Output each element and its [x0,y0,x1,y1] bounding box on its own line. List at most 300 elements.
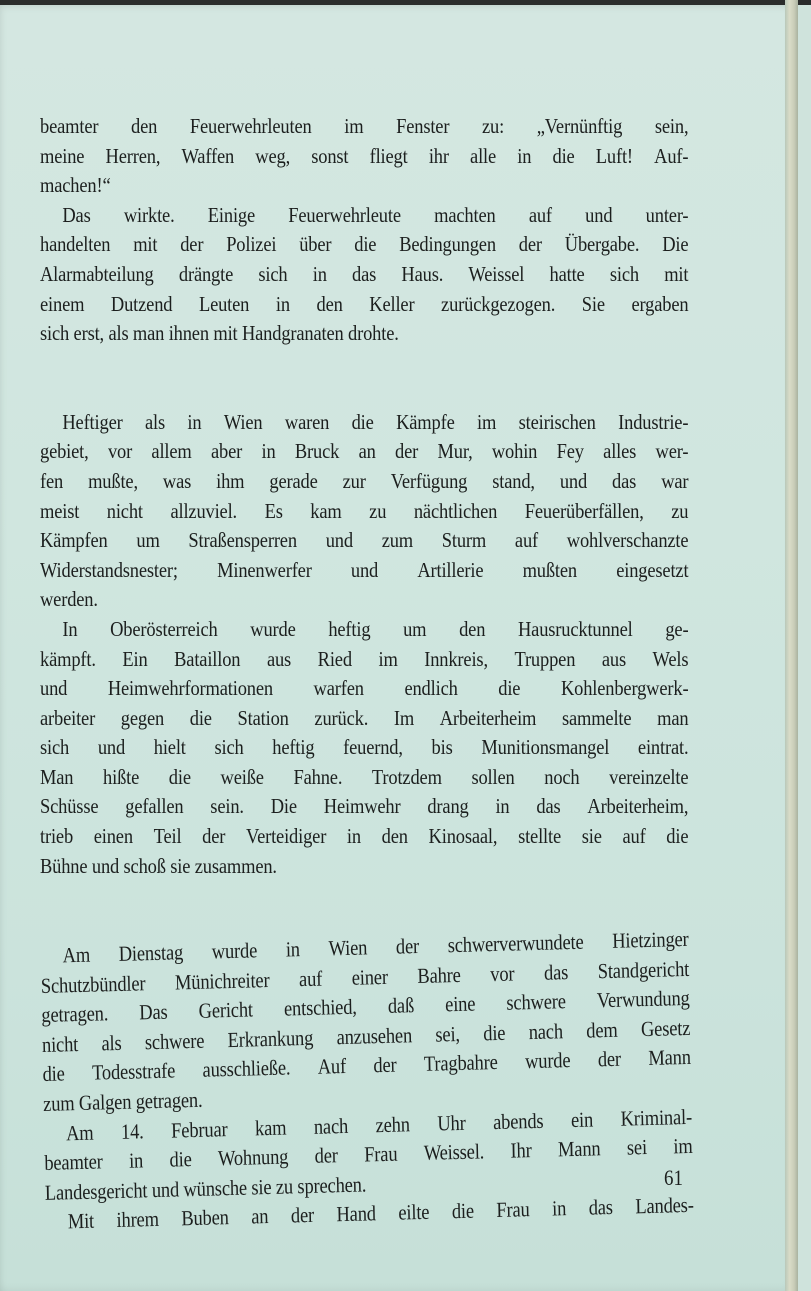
word: den [131,114,158,138]
word: gefallen [125,794,184,819]
word: wurde [250,616,296,641]
word: Arbeiterheim [439,705,537,730]
word: die [482,1020,506,1046]
word: kam [254,1115,287,1141]
word: Heimwehr [323,794,401,819]
word: Gericht [198,997,254,1024]
word: Schüsse [40,794,99,819]
word: beamter [44,1149,103,1176]
word: 14. [120,1119,144,1144]
word: noch [544,764,580,789]
word: allem [151,439,192,464]
word: in [495,794,510,819]
word: Munitionsmangel [481,735,610,760]
word: Erkrankung [227,1025,314,1053]
word: Mit [67,1209,95,1234]
word: Man [40,764,74,789]
word: war [661,468,689,493]
paragraph [40,112,688,201]
word: die [666,824,689,849]
word: waren [284,409,330,434]
word: Münichreiter [174,967,270,995]
word: Am [65,1120,94,1146]
word: stellte [518,824,562,849]
word: Verwundung [596,986,690,1013]
word: Buben [181,1205,229,1231]
word: in [187,409,202,434]
word: wohlverschanzte [566,528,689,553]
word: Bedingungen [399,232,496,257]
word: eingesetzt [616,557,689,582]
word: Ried [317,646,352,671]
word: sich [258,261,288,286]
page-edge-stack [785,0,798,1291]
word: der [314,1143,339,1169]
word: Alarmabteilung [40,261,154,286]
word: als [144,409,166,434]
word: entschied, [283,995,357,1022]
word: im [673,1134,693,1159]
word: ihm [216,468,245,493]
word: zur [342,468,366,493]
word: mit [133,232,158,257]
page-top-shadow [0,0,811,5]
word: Fey [556,439,584,464]
word: eintrat. [637,735,689,760]
word: Auf- [654,143,689,168]
word: den [316,291,343,316]
word: eine [444,991,476,1017]
word: Bataillon [174,646,241,671]
word: Hietzinger [611,927,689,954]
word: Mann [557,1136,601,1162]
word: Industrie- [618,409,689,434]
word: eilte [398,1200,430,1226]
word: sie [581,824,602,849]
word: steirischen [518,409,596,434]
word: allzuviel. [170,498,238,523]
word: aber [211,439,243,464]
word: Waffen [181,143,235,168]
text-line [40,201,688,231]
word: machten [434,202,496,227]
word: Mur, [437,439,473,464]
word: meine [40,143,85,168]
word: handelten [40,232,111,257]
word: und [350,557,379,582]
word: mußten [522,557,578,582]
word: sein. [210,794,244,819]
word: wurde [524,1048,571,1074]
word: der [180,232,204,257]
word: Im [393,705,415,730]
word: Kohlenbergwerk- [560,676,689,701]
word: einen [93,824,133,849]
word: Übergabe. [564,232,640,257]
word: einem [40,291,85,316]
word: um [403,616,427,641]
word: In [62,616,78,641]
word: zurück. [314,705,369,730]
word: hatte [549,261,585,286]
word: Kriminal- [620,1104,693,1131]
word: Es [264,498,283,523]
word: Gesetz [640,1015,691,1042]
word: die [351,409,374,434]
word: hißte [103,764,140,789]
word: der [290,1203,315,1229]
word: Wohnung [217,1144,289,1171]
word: schwere [144,1028,205,1055]
word: Am [62,942,91,968]
word: alles [603,439,637,464]
word: wirkte. [123,202,175,227]
text-line: sich erst, als man ihnen mit Handgranaten drohte. [40,321,399,346]
word: das [352,261,377,286]
word: Das [139,1000,168,1025]
word: in [346,824,361,849]
word: Arbeiterheim, [587,794,689,819]
word: heftig [272,735,315,760]
word: aus [266,646,292,671]
text-line [40,822,688,852]
word: zehn [375,1112,411,1138]
word: Wien [223,409,263,434]
section-3 [40,925,694,1238]
word: zu [369,498,387,523]
word: der [395,934,420,959]
word: vereinzelte [609,764,689,789]
word: gerade [269,468,318,493]
word: nächtlichen [413,498,498,523]
word: auf [514,528,539,553]
text-line [40,142,688,172]
section-break [40,349,688,408]
paragraph [40,925,692,1120]
word: die [552,143,575,168]
word: das [612,468,637,493]
word: Ihr [510,1138,532,1164]
word: im [477,409,497,434]
word: ihr [428,143,449,168]
word: der [202,824,226,849]
text-line: zum Galgen getragen. [42,1087,203,1117]
word: Heftiger [62,409,123,434]
word: ihrem [116,1207,160,1233]
paragraph [40,408,688,615]
word: Uhr [437,1110,466,1136]
word: Feuerwehrleuten [189,114,312,138]
word: Polizei [226,232,277,257]
word: das [543,959,569,985]
word: in [517,143,532,168]
page-body [40,112,694,1238]
word: feuernd, [343,735,403,760]
word: abends [492,1108,544,1134]
paragraph [40,615,688,881]
word: arbeiter [40,705,96,730]
word: dem [586,1017,618,1043]
text-line [40,645,688,675]
text-line [40,230,688,260]
word: den [459,616,486,641]
word: Widerstandsnester; [40,557,178,582]
word: Fenster [396,114,450,138]
word: zu [671,498,689,523]
word: nicht [41,1032,79,1058]
word: vor [107,439,133,464]
word: die [498,676,521,701]
word: Kinosaal, [428,824,498,849]
word: Heimwehrformationen [107,676,273,701]
word: die [169,1147,192,1173]
word: Mann [648,1045,692,1071]
word: auf [528,202,552,227]
word: sammelte [561,705,632,730]
word: getragen. [41,1001,109,1028]
word: sein, [654,114,689,138]
word: und [97,735,126,760]
word: Artillerie [417,557,484,582]
word: warfen [313,676,364,701]
word: Die [270,794,297,819]
text-line: Bühne und schoß sie zusammen. [40,853,277,878]
word: nicht [106,498,143,523]
word: Weissel. [423,1139,485,1166]
word: das [588,1195,614,1221]
word: Trotzdem [371,764,442,789]
word: und [40,676,68,701]
text-line [40,112,688,142]
word: der [597,1047,622,1072]
word: zum [381,528,414,553]
word: fen [40,468,64,493]
word: Minenwerfer [217,557,312,582]
word: Hand [336,1201,377,1227]
word: in [285,937,301,962]
word: was [162,468,192,493]
text-line [40,733,688,763]
word: Keller [369,291,415,316]
word: Frau [363,1142,398,1167]
word: Bruck [294,439,340,464]
word: Schutzbündler [40,971,146,998]
word: in [128,1148,144,1174]
word: den [381,824,408,849]
word: bis [431,735,453,760]
word: meist [40,498,80,523]
word: die [168,764,191,789]
word: endlich [404,676,458,701]
word: wohin [491,439,538,464]
word: die [189,705,212,730]
word: Dutzend [110,291,173,316]
word: Kämpfen [40,528,108,553]
word: hielt [153,735,186,760]
word: kam [310,498,342,523]
paragraph [43,1103,693,1209]
word: im [378,646,398,671]
word: Dienstag [118,940,184,967]
word: „Vernünftig [536,114,623,138]
word: ausschließe. [202,1056,291,1083]
word: in [551,1196,567,1222]
word: Straßensperren [188,528,297,553]
word: über [299,232,332,257]
word: gebiet, [40,439,89,464]
word: Todesstrafe [91,1059,176,1086]
word: stand, [492,468,535,493]
word: gegen [120,705,165,730]
word: Auf [317,1054,347,1080]
text-line: machen!“ [40,173,111,198]
text-line [40,467,688,497]
word: der [395,439,419,464]
word: Oberösterreich [110,616,218,641]
word: Standgericht [597,956,690,984]
word: Luft! [595,143,633,168]
word: fliegt [369,143,408,168]
word: sonst [311,143,349,168]
word: der [373,1053,397,1078]
word: beamter [40,114,99,138]
word: sei, [435,1021,461,1047]
text-line [40,290,688,320]
word: weg, [255,143,291,168]
word: schwerverwundete [447,929,584,958]
word: und [325,528,353,553]
word: kämpft. [40,646,96,671]
word: an [251,1204,269,1230]
word: wer- [655,439,689,464]
word: Tragbahre [423,1050,498,1077]
word: weiße [220,764,264,789]
word: daß [387,993,415,1019]
word: sei [626,1135,648,1160]
word: Station [237,705,289,730]
word: als [101,1030,122,1056]
section-2 [40,408,688,882]
text-line [40,497,688,527]
word: an [358,439,376,464]
word: einer [351,964,389,990]
word: Das [62,202,91,227]
word: zu: [482,114,505,138]
paragraph [40,201,688,349]
word: Fahne. [293,764,343,789]
word: auf [298,966,323,992]
word: Haus. [401,261,444,286]
word: in [275,291,290,316]
word: Verfügung [390,468,468,493]
word: Sturm [441,528,487,553]
word: Frau [496,1197,530,1223]
word: drängte [178,261,234,286]
word: Kämpfe [396,409,455,434]
word: mußte, [88,468,138,493]
word: Hausrucktunnel [517,616,633,641]
word: unter- [645,202,689,227]
word: mit [664,261,689,286]
word: man [657,705,689,730]
word: trieb [40,824,74,849]
word: vor [490,961,515,986]
word: der [518,232,542,257]
word: anzusehen [336,1023,413,1050]
word: Herren, [105,143,161,168]
word: die [354,232,377,257]
word: und [559,468,588,493]
text-line [40,526,688,556]
word: Feuerüberfällen, [524,498,644,523]
word: sollen [471,764,515,789]
text-line: Landesgericht und wünsche sie zu sprechen. [44,1172,367,1205]
word: alle [470,143,497,168]
word: in [312,261,327,286]
word: in [261,439,276,464]
word: schwere [506,989,566,1016]
text-line [40,260,688,290]
word: ergaben [631,291,689,316]
word: drang [427,794,469,819]
word: Wien [328,935,368,961]
section-1 [40,112,688,349]
text-line [40,615,688,645]
word: Wels [652,646,689,671]
word: um [136,528,160,553]
text-line [40,437,688,467]
word: aus [601,646,626,671]
word: Sie [581,291,605,316]
word: sich [40,735,70,760]
word: ein [570,1107,594,1132]
word: sich [214,735,244,760]
text-line: werden. [40,587,98,612]
word: Leuten [198,291,250,316]
word: wurde [211,938,258,964]
word: das [536,794,561,819]
word: Innkreis, [424,646,488,671]
text-line [40,556,688,586]
word: Verteidiger [245,824,327,849]
word: Feuerwehrleute [288,202,401,227]
word: Landes- [635,1193,694,1219]
word: ge- [665,616,689,641]
word: sich [609,261,639,286]
word: auf [622,824,646,849]
word: die [42,1062,65,1087]
word: zurückgezogen. [441,291,556,316]
word: Einige [207,202,256,227]
word: Bahre [417,962,461,988]
word: Truppen [514,646,576,671]
word: Februar [170,1116,228,1143]
word: heftig [328,616,371,641]
word: nach [528,1019,564,1045]
page-number: 61 [664,1165,683,1190]
word: Ein [122,646,148,671]
text-line [40,792,688,822]
text-line [40,408,688,438]
word: nach [313,1113,349,1139]
word: die [451,1199,475,1224]
word: Weissel [468,261,525,286]
word: im [344,114,364,138]
text-line [40,763,688,793]
word: Die [662,232,689,257]
word: Teil [153,824,182,849]
text-line [40,704,688,734]
